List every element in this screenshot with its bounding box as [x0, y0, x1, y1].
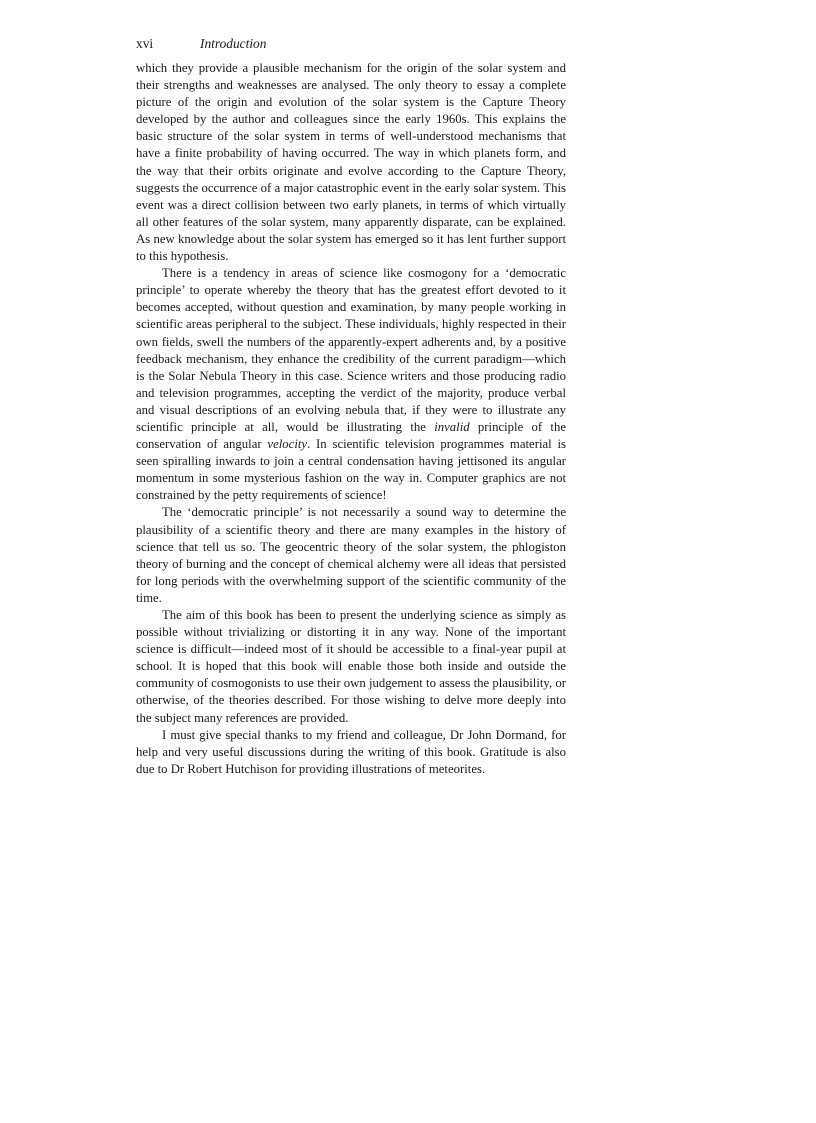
paragraph-text: The aim of this book has been to present the underlying science as simply as possible without trivializing or distorting it in any way. None of the important science is difficult—indeed most of it should be accessible to a final-year pupil at school. It is hoped that this book will enable those both inside and outside the community of cosmogonists to use their own judgement to assess the plausibility, or otherwise, of the theories described. For those wishing to delve more deeply into the subject many references are provided.: [136, 608, 566, 725]
paragraph: [136, 504, 566, 607]
paragraph: [136, 60, 566, 265]
paragraph-text: There is a tendency in areas of science like cosmogony for a ‘democratic principle’ to operate whereby the theory that has the greatest effort devoted to it becomes accepted, without question and examination, by many people working in scientific areas peripheral to the subject. These individuals, highly respected in their own fields, swell the numbers of the apparently-expert adherents and, by a positive feedback mechanism, they enhance the credibility of the current paradigm—which is the Solar Nebula Theory in this case. Science writers and those producing radio and television programmes, accepting the verdict of the majority, produce verbal and visual descriptions of an evolving nebula that, if they were to illustrate any scientific principle at all, would be illustrating the: [136, 266, 566, 434]
paragraph-text: I must give special thanks to my friend and colleague, Dr John Dormand, for help and very useful discussions during the writing of this book. Gratitude is also due to Dr Robert Hutchison for providing illustrations of meteorites.: [136, 727, 566, 776]
paragraph-text: . In scientific television programmes material is seen spiralling inwards to join a central condensation having jettisoned its angular momentum in some mysterious fashion on the way in. Computer graphics are not constrained by the petty requirements of science!: [136, 437, 567, 503]
paragraph: [136, 607, 566, 727]
running-head: [136, 34, 566, 54]
paragraph-text: principle of the conservation of angular: [136, 419, 566, 452]
book-page: [136, 34, 566, 778]
running-head-title: Introduction: [200, 36, 267, 51]
emphasis-text: velocity: [267, 437, 308, 452]
body-text: [136, 60, 566, 778]
paragraph-text: The ‘democratic principle’ is not necessarily a sound way to determine the plausibility of a scientific theory and there are many examples in the history of science that tell us so. The geocentric theory of the solar system, the phlogiston theory of burning and the concept of chemical alchemy were all ideas that persisted for long periods with the overwhelming support of the scientific community of the time.: [136, 505, 566, 605]
emphasis-text: invalid: [434, 419, 470, 434]
page-number: xvi: [136, 36, 154, 51]
paragraph: [136, 727, 566, 778]
paragraph: [136, 265, 566, 504]
paragraph-text: which they provide a plausible mechanism for the origin of the solar system and their strengths and weaknesses are analysed. The only theory to essay a complete picture of the origin and evolution of the solar system is the Capture Theory developed by the author and colleagues since the early 1960s. This explains the basic structure of the solar system in terms of well-understood mechanisms that have a finite probability of having occurred. The way in which planets form, and the way that their orbits originate and evolve according to the Capture Theory, suggests the occurrence of a major catastrophic event in the early solar system. This event was a direct collision between two early planets, in terms of which virtually all other features of the solar system, many apparently disparate, can be explained. As new knowledge about the solar system has emerged so it has lent further support to this hypothesis.: [136, 61, 566, 264]
